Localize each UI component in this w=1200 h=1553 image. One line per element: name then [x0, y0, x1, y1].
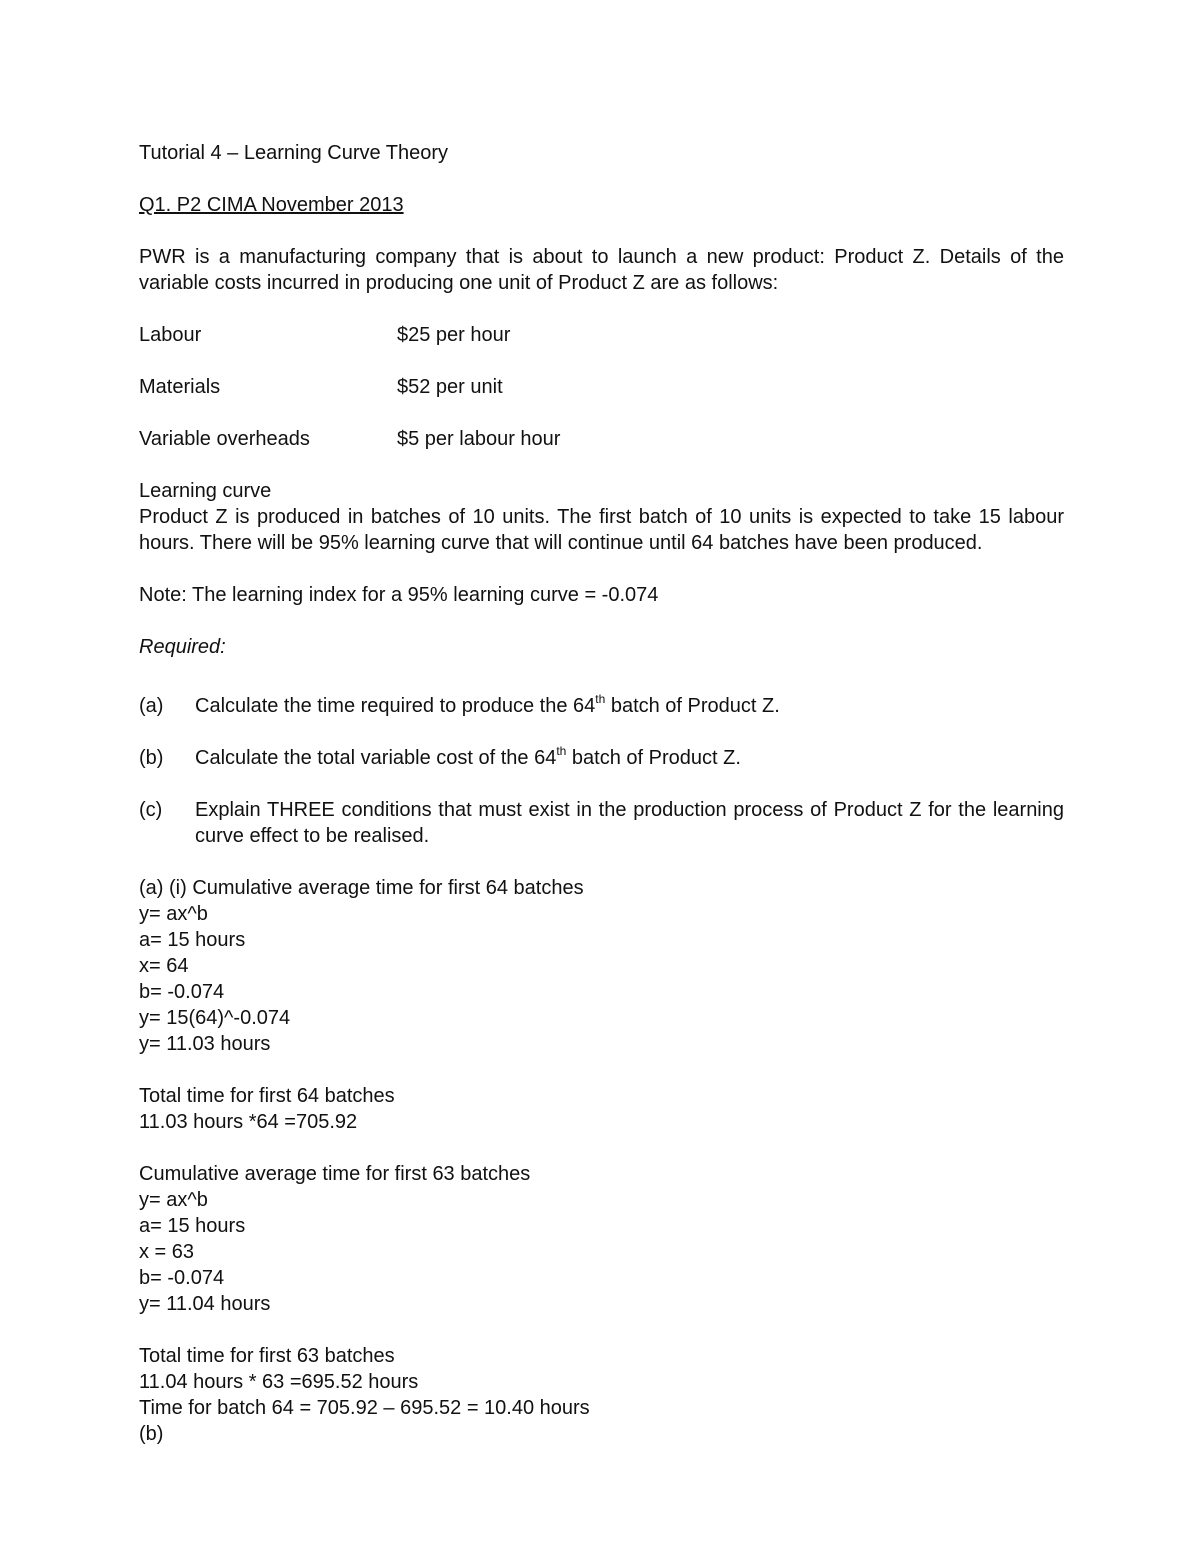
learning-curve-paragraph: Product Z is produced in batches of 10 units. The first batch of 10 units is expected to take 15 labour hours. There will be 95% learning curve that will continue until 64 batches have been produced.: [139, 506, 1070, 554]
answer-a-line: b= -0.074: [139, 981, 225, 1003]
cost-label: Materials: [139, 376, 221, 398]
question-text: Calculate the total variable cost of the 64th batch of Product Z.: [195, 744, 741, 769]
cum-63-heading: Cumulative average time for first 63 batches: [139, 1163, 531, 1185]
total-64-heading: Total time for first 64 batches: [139, 1085, 395, 1107]
answer-b-label: (b): [139, 1423, 164, 1445]
question-a: [139, 693, 1064, 719]
cum-63-line: y= 11.04 hours: [139, 1293, 271, 1315]
question-text: Explain THREE conditions that must exist in the production process of Product Z for the learning curve effect to be realised.: [195, 799, 1064, 847]
question-label: (b): [139, 747, 164, 769]
document-title: Tutorial 4 – Learning Curve Theory: [139, 142, 449, 164]
answer-a-line: y= 11.03 hours: [139, 1033, 271, 1055]
cost-row-materials: [139, 374, 1064, 400]
total-63-heading: Total time for first 63 batches: [139, 1345, 395, 1367]
learning-index-note: Note: The learning index for a 95% learning curve = -0.074: [139, 584, 659, 606]
document-page: [139, 140, 1070, 1447]
answer-a-line: a= 15 hours: [139, 929, 246, 951]
cum-63-line: x = 63: [139, 1241, 195, 1263]
question-text: Calculate the time required to produce the 64th batch of Product Z.: [195, 692, 780, 717]
cost-row-labour: [139, 322, 1064, 348]
cost-label: Variable overheads: [139, 428, 310, 450]
question-c: [139, 797, 1064, 849]
question-label: (c): [139, 799, 163, 821]
learning-curve-heading: Learning curve: [139, 480, 272, 502]
total-64-calc: 11.03 hours *64 =705.92: [139, 1111, 358, 1133]
cum-63-line: y= ax^b: [139, 1189, 208, 1211]
question-label: (a): [139, 695, 164, 717]
required-label: Required:: [139, 636, 226, 658]
cost-value: $5 per labour hour: [397, 428, 561, 450]
answer-a-line: x= 64: [139, 955, 189, 977]
cost-value: $52 per unit: [397, 376, 503, 398]
answer-a-line: y= ax^b: [139, 903, 208, 925]
batch-64-time: Time for batch 64 = 705.92 – 695.52 = 10.40 hours: [139, 1397, 590, 1419]
cum-63-line: a= 15 hours: [139, 1215, 246, 1237]
intro-paragraph: PWR is a manufacturing company that is about to launch a new product: Product Z. Details of the variable costs incurred in producing one unit of Product Z are as follows:: [139, 246, 1070, 294]
question-heading: Q1. P2 CIMA November 2013: [139, 194, 404, 216]
cost-row-variable-overheads: [139, 426, 1064, 452]
cum-63-line: b= -0.074: [139, 1267, 225, 1289]
total-63-calc: 11.04 hours * 63 =695.52 hours: [139, 1371, 419, 1393]
answer-a-line: y= 15(64)^-0.074: [139, 1007, 291, 1029]
cost-value: $25 per hour: [397, 324, 511, 346]
cost-label: Labour: [139, 324, 202, 346]
answer-a-heading: (a) (i) Cumulative average time for first 64 batches: [139, 877, 584, 899]
question-b: [139, 745, 1064, 771]
